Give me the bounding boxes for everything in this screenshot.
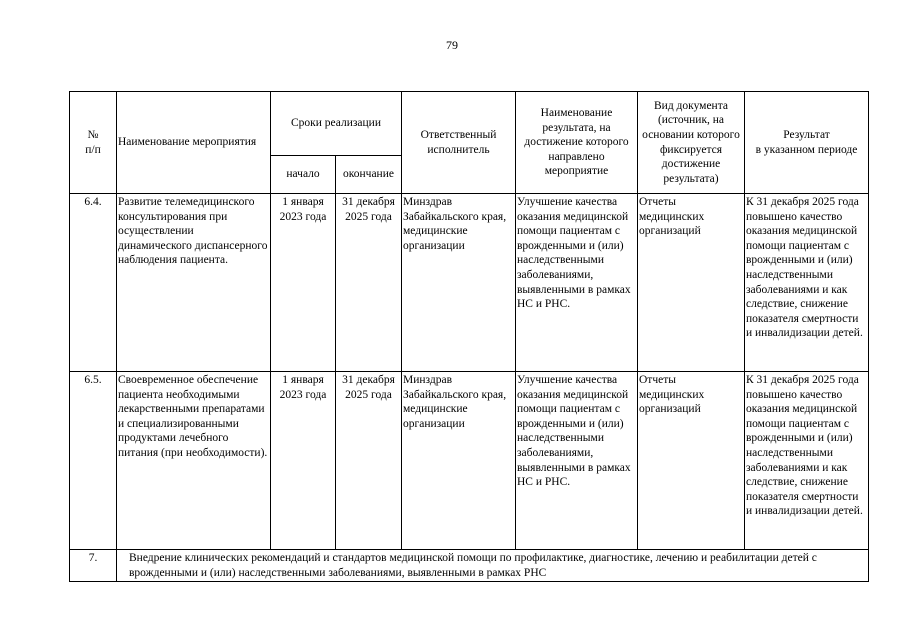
header-start: начало [271, 156, 336, 194]
row-event: Своевременное обеспечение пациента необходимыми лекарственными препаратами и специализированными продуктами лечебного питания (при необходимости). [117, 372, 271, 550]
row-num: 6.5. [70, 372, 117, 550]
row-event: Развитие телемедицинского консультирования при осуществлении динамического диспансерного наблюдения пациента. [117, 194, 271, 372]
header-result: Результат в указанном периоде [745, 92, 869, 194]
header-terms: Сроки реализации [271, 92, 402, 156]
table-row [70, 194, 869, 372]
table-row [70, 372, 869, 550]
header-event: Наименование мероприятия [117, 92, 271, 194]
page-number: 79 [446, 38, 458, 52]
header-end: окончание [336, 156, 402, 194]
row-doc-type: Отчеты медицинских организаций [638, 194, 745, 372]
section-num: 7. [70, 550, 117, 582]
header-result-name: Наименование результата, на достижение которого направлено мероприятие [516, 92, 638, 194]
row-end: 31 декабря 2025 года [336, 372, 402, 550]
row-responsible: Минздрав Забайкальского края, медицинские организации [402, 194, 516, 372]
section-row [70, 550, 869, 582]
header-responsible: Ответственный исполнитель [402, 92, 516, 194]
row-result: К 31 декабря 2025 года повышено качество оказания медицинской помощи пациентам с врожденными и (или) наследственными заболеваниями и как следствие, снижение показателя смертности и инвалидизации детей. [745, 194, 869, 372]
row-start: 1 января 2023 года [271, 194, 336, 372]
row-result-name: Улучшение качества оказания медицинской помощи пациентам с врожденными и (или) наследственными заболеваниями, выявленными в рамках НС и РНС. [516, 194, 638, 372]
row-responsible: Минздрав Забайкальского края, медицинские организации [402, 372, 516, 550]
section-title: Внедрение клинических рекомендаций и стандартов медицинской помощи по профилактике, диагностике, лечению и реабилитации детей с врожденными и (или) наследственными заболеваниями, выявленными в рамках РНС [117, 550, 869, 582]
row-end: 31 декабря 2025 года [336, 194, 402, 372]
header-doc-type: Вид документа (источник, на основании которого фиксируется достижение результата) [638, 92, 745, 194]
events-table [69, 91, 869, 582]
header-num: № п/п [70, 92, 117, 194]
row-num: 6.4. [70, 194, 117, 372]
row-start: 1 января 2023 года [271, 372, 336, 550]
row-result-name: Улучшение качества оказания медицинской помощи пациентам с врожденными и (или) наследственными заболеваниями, выявленными в рамках НС и РНС. [516, 372, 638, 550]
row-result: К 31 декабря 2025 года повышено качество оказания медицинской помощи пациентам с врожденными и (или) наследственными заболеваниями и как следствие, снижение показателя смертности и инвалидизации детей. [745, 372, 869, 550]
row-doc-type: Отчеты медицинских организаций [638, 372, 745, 550]
